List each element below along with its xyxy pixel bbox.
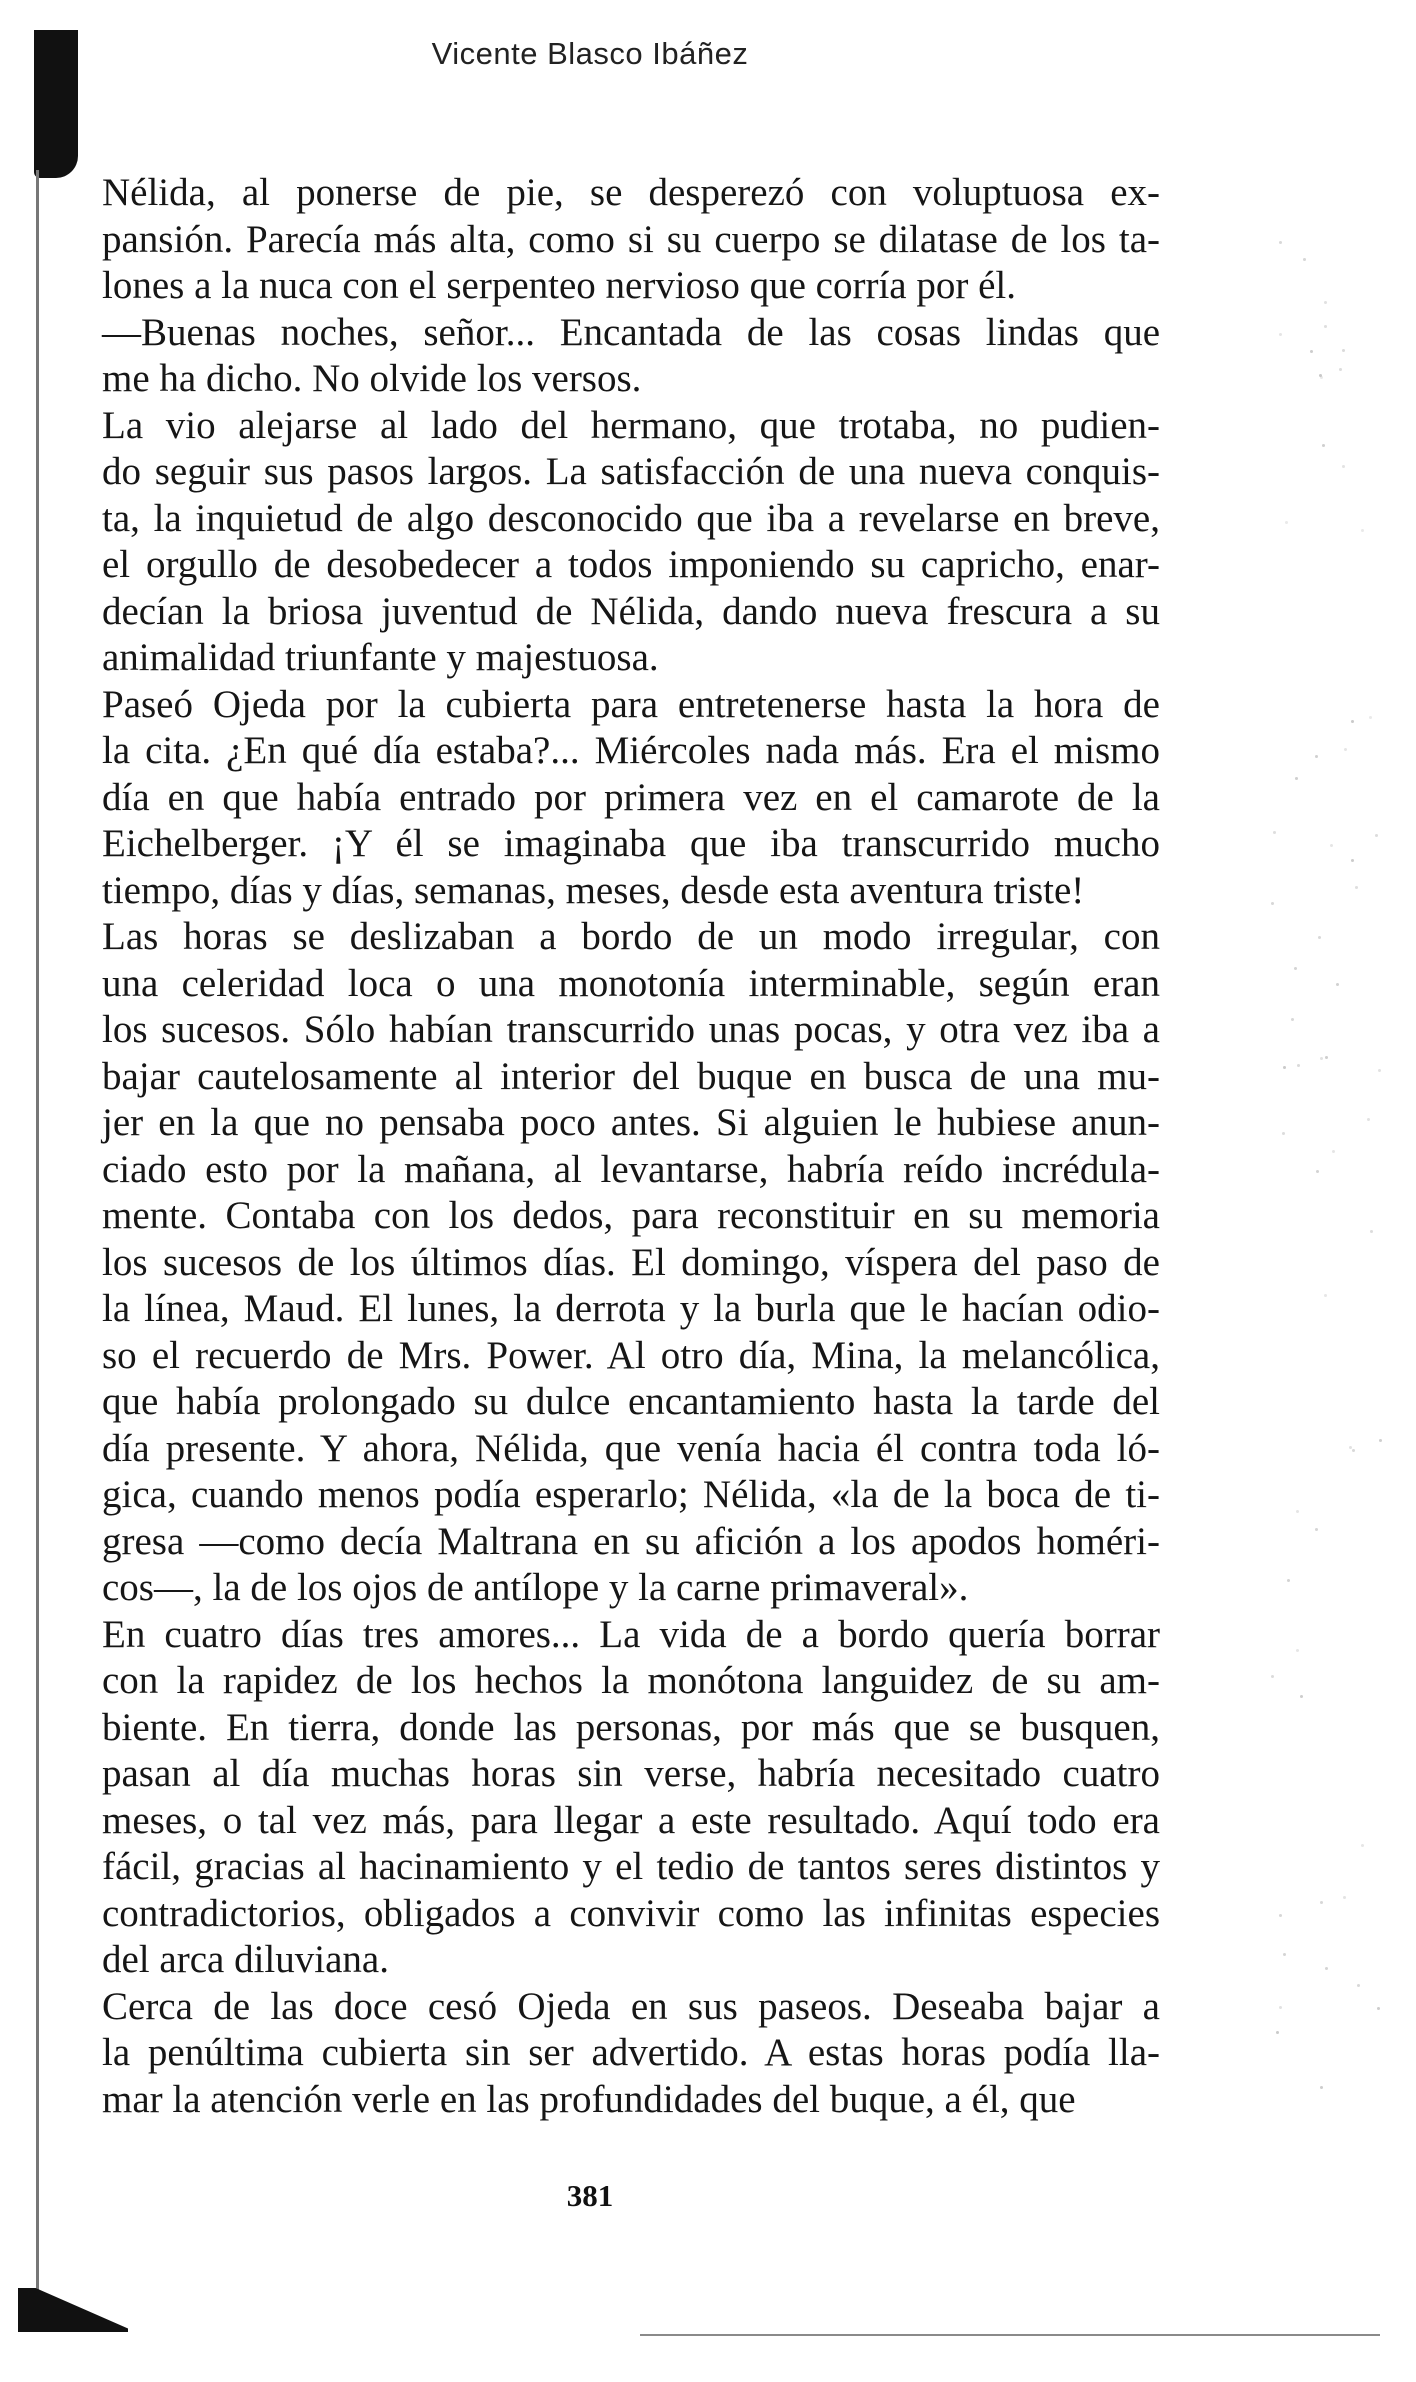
scan-speckle — [1283, 1066, 1286, 1069]
text-line: —Buenas noches, señor... Encantada de las cosas lindas que — [102, 310, 1160, 354]
scan-speckle — [1355, 886, 1358, 889]
scan-speckle — [1361, 1844, 1364, 1847]
text-line: biente. En tierra, donde las personas, por más que se busquen, — [102, 1705, 1160, 1749]
text-line: día en que había entrado por primera vez en el camarote de la — [102, 775, 1160, 819]
scan-speckle — [1282, 1132, 1285, 1135]
scan-speckle — [1351, 720, 1354, 723]
text-line: fácil, gracias al hacinamiento y el tedio de tantos seres distintos y — [102, 1845, 1160, 1888]
scan-speckle — [1295, 777, 1298, 780]
scan-speckle — [1324, 301, 1327, 304]
scan-speckle — [1332, 1150, 1335, 1153]
running-header: Vicente Blasco Ibáñez — [431, 36, 749, 71]
scan-speckle — [1320, 2086, 1323, 2089]
text-line: del arca diluviana. — [102, 1938, 389, 1981]
text-line: pansión. Parecía más alta, como si su cuerpo se dilatase de los ta- — [102, 217, 1160, 261]
text-line: cos—, la de los ojos de antílope y la carne primaveral». — [102, 1566, 969, 1609]
scan-speckle — [1336, 983, 1339, 986]
scan-speckle — [1357, 1984, 1360, 1987]
scan-speckle — [1279, 241, 1282, 244]
scan-speckle — [1330, 844, 1333, 847]
scan-speckle — [1324, 325, 1327, 328]
text-line: jer en la que no pensaba poco antes. Si alguien le hubiese anun- — [102, 1101, 1160, 1144]
scan-speckle — [1276, 2031, 1279, 2034]
scan-speckle — [1320, 1057, 1323, 1060]
scan-speckle — [1291, 1018, 1294, 1021]
scan-speckle — [1367, 1118, 1370, 1121]
scan-speckle — [1377, 2007, 1380, 2010]
scan-speckle — [1294, 967, 1297, 970]
text-line: la línea, Maud. El lunes, la derrota y la burla que le hacían odio- — [102, 1287, 1160, 1330]
scan-speckle — [1325, 1967, 1328, 1970]
body-text — [102, 170, 1160, 2123]
text-line: La vio alejarse al lado del hermano, que trotaba, no pudien- — [102, 403, 1160, 447]
scan-speckle — [1320, 1901, 1323, 1904]
scan-speckle — [1296, 1649, 1299, 1652]
text-line: ta, la inquietud de algo desconocido que iba a revelarse en breve, — [102, 496, 1160, 540]
text-line: decían la briosa juventud de Nélida, dando nueva frescura a su — [102, 589, 1160, 633]
text-line: so el recuerdo de Mrs. Power. Al otro día, Mina, la melancólica, — [102, 1333, 1160, 1377]
scan-speckle — [1316, 1170, 1319, 1173]
text-line: ciado esto por la mañana, al levantarse, habría reído incrédula- — [102, 1147, 1160, 1191]
text-line: animalidad triunfante y majestuosa. — [102, 636, 659, 679]
scan-edge-line-left — [36, 170, 39, 2310]
scan-edge-corner-bottom — [18, 2288, 128, 2332]
text-line: el orgullo de desobedecer a todos imponiendo su capricho, enar- — [102, 543, 1160, 586]
page-number: 381 — [566, 2178, 614, 2213]
scan-speckle — [1315, 1528, 1318, 1531]
text-line: los sucesos de los últimos días. El domingo, víspera del paso de — [102, 1240, 1160, 1284]
scan-speckle — [1343, 1896, 1346, 1899]
text-line: la cita. ¿En qué día estaba?... Miércoles nada más. Era el mismo — [102, 729, 1160, 772]
text-line: con la rapidez de los hechos la monótona languidez de su am- — [102, 1659, 1160, 1702]
scan-speckle — [1279, 333, 1282, 336]
scan-speckle — [1361, 529, 1364, 532]
text-line: contradictorios, obligados a convivir como las infinitas especies — [102, 1891, 1160, 1935]
text-line: Eichelberger. ¡Y él se imaginaba que iba transcurrido mucho — [102, 822, 1160, 865]
scan-speckle — [1370, 1230, 1373, 1233]
text-line: mar la atención verle en las profundidades del buque, a él, que — [102, 2077, 1076, 2121]
scan-speckle — [1379, 1439, 1382, 1442]
scan-speckle — [1296, 1510, 1299, 1513]
scan-speckle — [1303, 258, 1306, 261]
scan-speckle — [1279, 1914, 1282, 1917]
scan-speckle — [1271, 902, 1274, 905]
scan-speckle — [1322, 444, 1325, 447]
text-line: la penúltima cubierta sin ser advertido. A estas horas podía lla- — [102, 2031, 1160, 2074]
scan-speckle — [1310, 350, 1313, 353]
scan-speckle — [1318, 936, 1321, 939]
scan-speckle — [1285, 521, 1288, 524]
text-line: bajar cautelosamente al interior del buque en busca de una mu- — [102, 1054, 1160, 1098]
text-line: Paseó Ojeda por la cubierta para entretenerse hasta la hora de — [102, 682, 1160, 726]
text-line: gresa —como decía Maltrana en su afición a los apodos homéri- — [102, 1519, 1160, 1563]
scan-speckle — [1378, 1069, 1381, 1072]
scan-speckle — [1315, 755, 1318, 758]
scan-speckle — [1273, 831, 1276, 834]
scan-speckle — [1369, 716, 1372, 719]
scan-speckle — [1287, 1579, 1290, 1582]
text-line: Nélida, al ponerse de pie, se desperezó con voluptuosa ex- — [102, 171, 1160, 214]
text-line: día presente. Y ahora, Nélida, que venía hacia él contra toda ló- — [102, 1426, 1160, 1470]
scan-speckle — [1279, 2006, 1282, 2009]
scan-speckle — [1324, 1294, 1327, 1297]
text-line: me ha dicho. No olvide los versos. — [102, 357, 642, 400]
scan-speckle — [1325, 1056, 1328, 1059]
scan-speckle — [1342, 349, 1345, 352]
text-line: meses, o tal vez más, para llegar a este resultado. Aquí todo era — [102, 1798, 1160, 1842]
text-line: una celeridad loca o una monotonía interminable, según eran — [102, 961, 1160, 1005]
scan-speckle — [1283, 1953, 1286, 1956]
text-line: do seguir sus pasos largos. La satisfacción de una nueva conquis- — [102, 450, 1160, 493]
text-line: Las horas se deslizaban a bordo de un modo irregular, con — [102, 915, 1160, 958]
text-line: gica, cuando menos podía esperarlo; Nélida, «la de la boca de ti- — [102, 1473, 1160, 1516]
scan-speckle — [1300, 1695, 1303, 1698]
text-line: que había prolongado su dulce encantamiento hasta la tarde del — [102, 1380, 1160, 1423]
text-line: Cerca de las doce cesó Ojeda en sus paseos. Deseaba bajar a — [102, 1984, 1160, 2028]
scan-speckle — [1271, 1675, 1274, 1678]
text-line: mente. Contaba con los dedos, para reconstituir en su memoria — [102, 1194, 1160, 1237]
scan-speckle — [1375, 834, 1378, 837]
scan-speckle — [1351, 859, 1354, 862]
text-line: En cuatro días tres amores... La vida de a bordo quería borrar — [102, 1612, 1160, 1656]
text-line: tiempo, días y días, semanas, meses, desde esta aventura triste! — [102, 868, 1085, 912]
scan-speckle — [1297, 1064, 1300, 1067]
scan-edge-line-bottom — [640, 2334, 1380, 2336]
text-line: los sucesos. Sólo habían transcurrido unas pocas, y otra vez iba a — [102, 1008, 1160, 1051]
text-line: lones a la nuca con el serpenteo nervioso que corría por él. — [102, 264, 1016, 307]
scan-speckle — [1342, 465, 1345, 468]
scan-speckle — [1339, 368, 1342, 371]
scan-speckle — [1352, 1449, 1355, 1452]
scan-speckle — [1344, 748, 1347, 751]
text-line: pasan al día muchas horas sin verse, habría necesitado cuatro — [102, 1752, 1160, 1795]
